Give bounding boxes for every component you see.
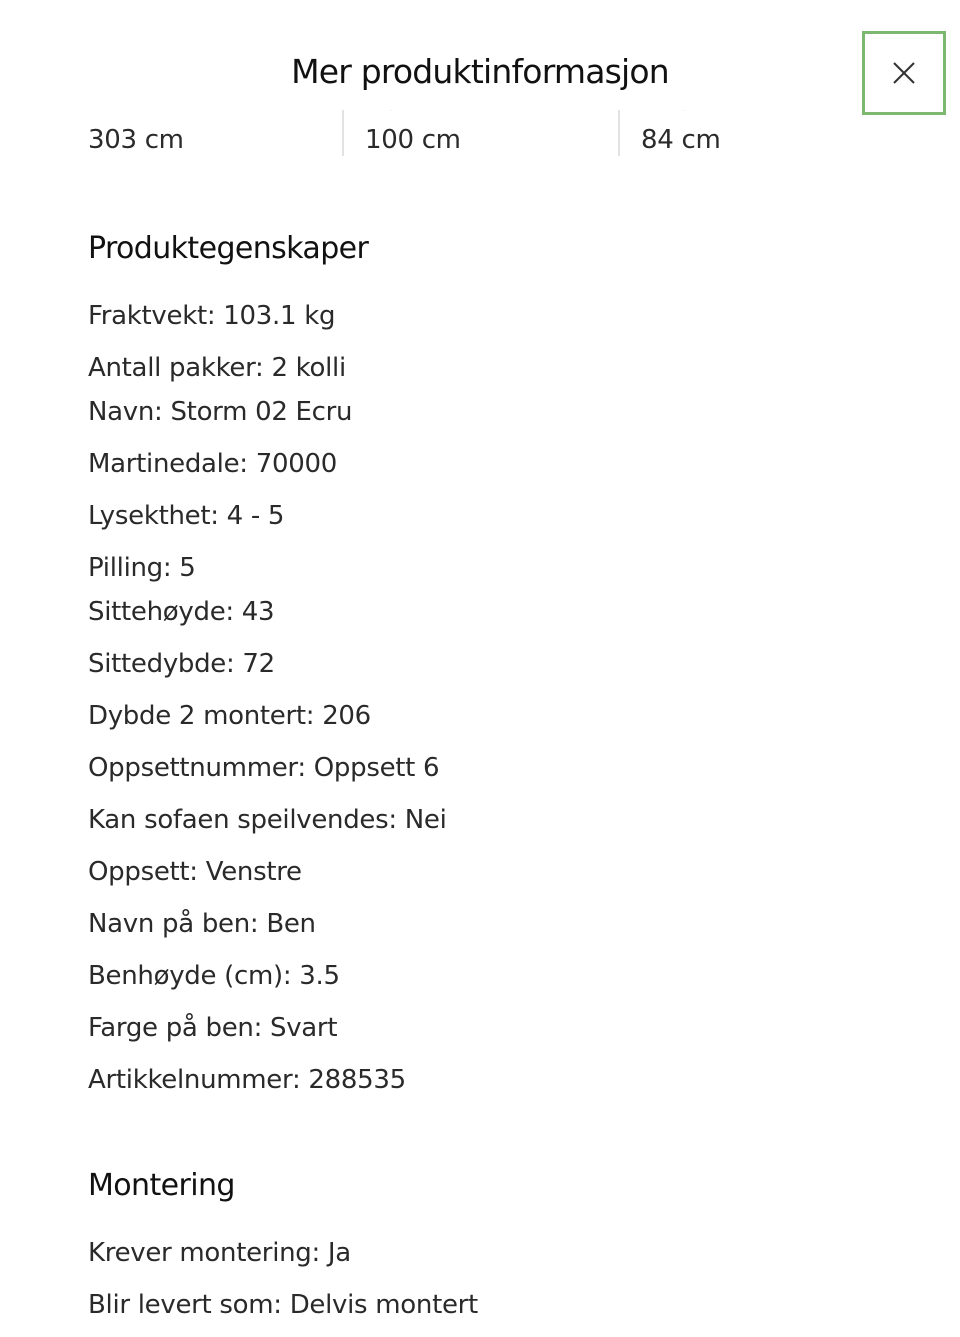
modal-title: Mer produktinformasjon <box>291 52 669 91</box>
dimension-depth: 100 cm <box>365 125 461 155</box>
section-title-assembly: Montering <box>88 1168 235 1203</box>
property-item: Artikkelnummer: 288535 <box>88 1065 406 1095</box>
property-item: Sittedybde: 72 <box>88 649 275 679</box>
property-item: Kan sofaen speilvendes: Nei <box>88 805 447 835</box>
property-item: Farge på ben: Svart <box>88 1013 338 1043</box>
property-item: Lysekthet: 4 - 5 <box>88 501 285 531</box>
property-item: Sittehøyde: 43 <box>88 597 275 627</box>
divider <box>342 110 344 156</box>
dimension-width: 303 cm <box>88 125 184 155</box>
dimensions-row <box>0 110 960 158</box>
property-item: Pilling: 5 <box>88 553 196 583</box>
property-item: Oppsett: Venstre <box>88 857 302 887</box>
property-item: Dybde 2 montert: 206 <box>88 701 371 731</box>
assembly-item: Blir levert som: Delvis montert <box>88 1290 478 1320</box>
close-icon <box>891 60 917 86</box>
property-item: Antall pakker: 2 kolli <box>88 353 346 383</box>
property-item: Navn på ben: Ben <box>88 909 316 939</box>
dimension-height: 84 cm <box>641 125 721 155</box>
assembly-item: Krever montering: Ja <box>88 1238 351 1268</box>
property-item: Benhøyde (cm): 3.5 <box>88 961 340 991</box>
property-item: Martinedale: 70000 <box>88 449 337 479</box>
property-item: Fraktvekt: 103.1 kg <box>88 301 336 331</box>
divider <box>618 110 620 156</box>
close-button[interactable] <box>862 31 946 115</box>
property-item: Navn: Storm 02 Ecru <box>88 397 353 427</box>
modal-header <box>0 0 960 110</box>
property-item: Oppsettnummer: Oppsett 6 <box>88 753 440 783</box>
section-title-properties: Produktegenskaper <box>88 231 369 266</box>
